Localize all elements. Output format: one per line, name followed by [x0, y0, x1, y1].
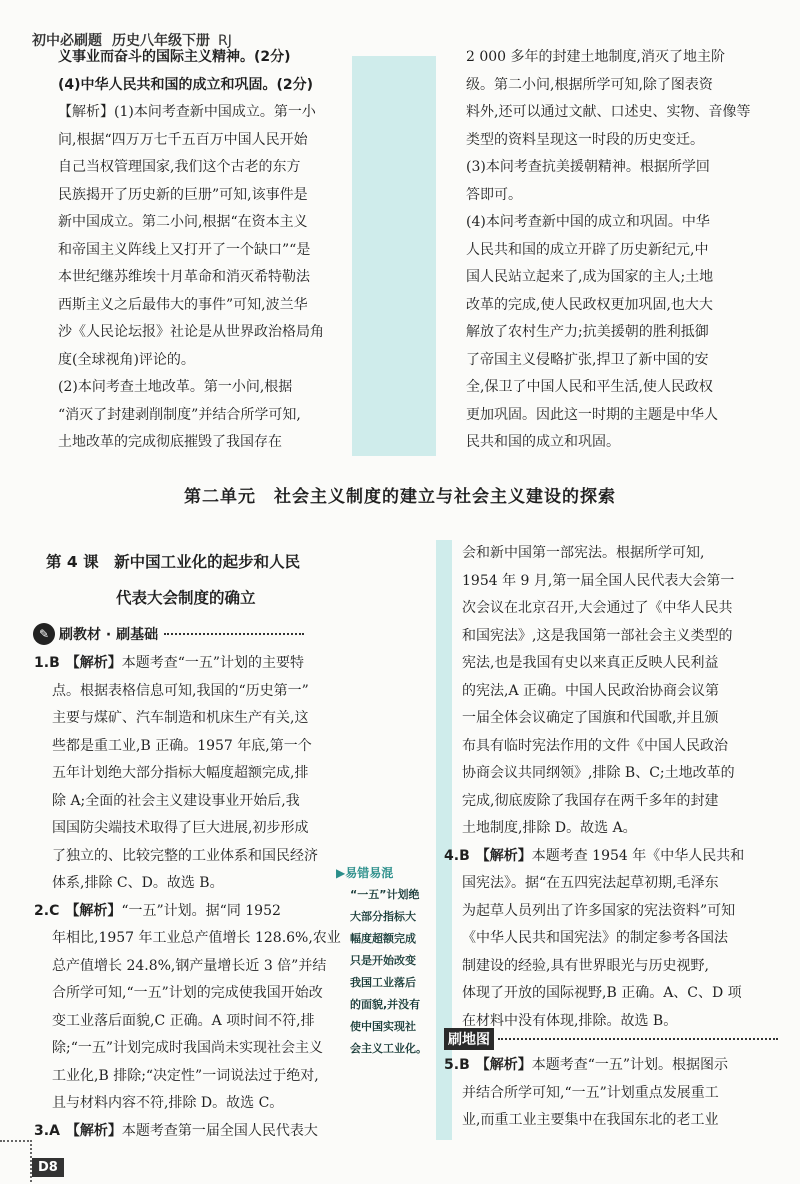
- answer-line: 合所学可知,“一五”计划的完成使我国开始改: [52, 985, 323, 1001]
- text-line: (4)中华人民共和国的成立和巩固。(2分): [58, 76, 314, 93]
- answer-line: 布具有临时宪法作用的文件《中国人民政治: [462, 737, 728, 754]
- pen-icon: ✎: [33, 623, 55, 645]
- answer-line: 的宪法,A 正确。中国人民政治协商会议第: [462, 682, 720, 699]
- dotted-divider: [164, 633, 304, 635]
- text-line: 沙《人民论坛报》社论是从世界政治格局角: [58, 324, 324, 340]
- text-line: 全,保卫了中国人民和平生活,使人民政权: [466, 379, 713, 395]
- text-line: 解放了农村生产力;抗美援朝的胜利抵御: [466, 324, 709, 340]
- answer-line: 为起草人员列出了许多国家的宪法资料”可知: [462, 902, 736, 919]
- lesson-title: [46, 544, 376, 616]
- answer-line: 五年计划绝大部分指标大幅度超额完成,排: [52, 765, 309, 781]
- text-line: 和帝国主义阵线上又打开了一个缺口”“是: [58, 241, 311, 258]
- tip-line: 使中国实现社: [350, 1020, 416, 1033]
- tip-heading-label: 易错易混: [345, 866, 394, 880]
- section-badge-label: 刷教材 · 刷基础: [59, 627, 159, 643]
- map-badge: [444, 1028, 778, 1050]
- question-number: 5.: [444, 1057, 460, 1073]
- tip-line: 我国工业落后: [350, 976, 416, 989]
- answer-line: 且与材料内容不符,排除 D。故选 C。: [52, 1095, 284, 1111]
- analysis-tag: 【解析】: [65, 1122, 122, 1139]
- answer-letter: B: [459, 847, 470, 864]
- answer-line: [34, 650, 352, 678]
- text-line: (3)本问考查抗美援朝精神。根据所学回: [466, 159, 710, 175]
- text-line: 类型的资料呈现这一时段的历史变迁。: [466, 131, 704, 148]
- answer-line: 在材料中没有体现,排除。故选 B。: [462, 1012, 678, 1029]
- tip-line: 会主义工业化。: [350, 1042, 427, 1055]
- analysis-tag: 【解析】: [65, 902, 122, 919]
- answer-line: 一届全体会议确定了国旗和代国歌,并且颁: [462, 710, 719, 726]
- book-name: 历史八年级下册: [112, 33, 210, 49]
- analysis-tag: 【解析】: [475, 1057, 532, 1073]
- answer-line: 体系,排除 C、D。故选 B。: [52, 875, 224, 891]
- answer-line: 《中华人民共和国宪法》的制定参考各国法: [462, 930, 728, 946]
- text-line: 民族揭开了历史新的巨册”可知,该事件是: [58, 186, 308, 203]
- answer-text: 本题考查 1954 年《中华人民共和: [531, 847, 745, 864]
- question-number: 4.: [444, 847, 460, 864]
- tip-line: 幅度超额完成: [350, 932, 416, 945]
- tip-line: 的面貌,并没有: [350, 998, 421, 1011]
- text-line: 问,根据“四万万七千五百万中国人民开始: [58, 131, 308, 148]
- text-line: (4)本问考查新中国的成立和巩固。中华: [466, 214, 710, 230]
- page-number: D8: [32, 1158, 64, 1177]
- text-line: 义事业而奋斗的国际主义精神。(2分): [58, 49, 291, 65]
- answer-line: 体现了开放的国际视野,B 正确。A、C、D 项: [462, 985, 742, 1001]
- question-5: [444, 1052, 774, 1135]
- series-name: 初中必刷题: [32, 33, 102, 49]
- text-line: 答即可。: [466, 186, 522, 203]
- top-left-column: [58, 44, 358, 457]
- answer-line: 变工业落后面貌,C 正确。A 项时间不符,排: [52, 1012, 315, 1029]
- text-line: 2 000 多年的封建土地制度,消灭了地主阶: [466, 49, 725, 65]
- answer-line: 业,而重工业主要集中在我国东北的老工业: [462, 1112, 719, 1128]
- answer-text: “一五”计划。据“同 1952: [121, 902, 281, 919]
- answer-line: 土地制度,排除 D。故选 A。: [462, 820, 637, 836]
- answer-line: 除 A;全面的社会主义建设事业开始后,我: [52, 792, 300, 809]
- answer-line: 年相比,1957 年工业总产值增长 128.6%,农业: [52, 930, 341, 946]
- text-line: 新中国成立。第二小问,根据“在资本主义: [58, 214, 308, 230]
- answer-line: [444, 843, 774, 871]
- answer-line: 除;“一五”计划完成时我国尚未实现社会主义: [52, 1040, 324, 1056]
- answer-line: 些都是重工业,B 正确。1957 年底,第一个: [52, 737, 312, 754]
- text-line: 更加巩固。因此这一时期的主题是中华人: [466, 406, 718, 423]
- dotted-divider: [498, 1038, 778, 1040]
- text-line: “消灭了封建剥削制度”并结合所学可知,: [58, 406, 301, 423]
- answer-line: 完成,彻底废除了我国存在两千多年的封建: [462, 792, 719, 809]
- answer-line: [34, 898, 352, 926]
- answer-line: [34, 1118, 352, 1146]
- answer-text: 本题考查“一五”计划。根据图示: [531, 1057, 729, 1073]
- question-number: 1.: [34, 655, 50, 671]
- edition-label: RJ: [218, 33, 232, 49]
- tip-note: [336, 862, 438, 1060]
- tip-line: “一五”计划绝: [350, 888, 420, 901]
- answer-line: 工业化,B 排除;“决定性”一词说法过于绝对,: [52, 1067, 319, 1084]
- answer-line: 国国防尖端技术取得了巨大进展,初步形成: [52, 820, 309, 836]
- lesson-title-line1: 第 4 课 新中国工业化的起步和人民: [46, 553, 301, 571]
- text-line: 土地改革的完成彻底摧毁了我国存在: [58, 434, 282, 450]
- text-line: 国人民站立起来了,成为国家的主人;土地: [466, 269, 714, 285]
- answer-line: 次会议在北京召开,大会通过了《中华人民共: [462, 600, 733, 616]
- section-badge: [33, 622, 304, 646]
- answer-letter: B: [49, 655, 60, 671]
- text-line: 度(全球视角)评论的。: [58, 351, 195, 368]
- answer-line: 制建设的经验,具有世界眼光与历史视野,: [462, 957, 709, 974]
- answer-letter: C: [49, 902, 60, 919]
- unit-title: 第二单元 社会主义制度的建立与社会主义建设的探索: [184, 487, 616, 507]
- answer-line: 点。根据表格信息可知,我国的“历史第一”: [52, 682, 309, 699]
- analysis-tag: 【解析】: [65, 655, 122, 671]
- text-line: (2)本问考查土地改革。第一小问,根据: [58, 379, 293, 395]
- answer-line: 会和新中国第一部宪法。根据所学可知,: [462, 545, 705, 561]
- top-right-column: [466, 44, 766, 457]
- arrow-icon: ▶: [336, 866, 346, 880]
- text-line: 料外,还可以通过文献、口述史、实物、音像等: [466, 104, 751, 120]
- answer-line: 1954 年 9 月,第一届全国人民代表大会第一: [462, 572, 735, 589]
- map-badge-label: 刷地图: [444, 1028, 494, 1050]
- text-line: 本世纪继苏维埃十月革命和消灭希特勒法: [58, 269, 310, 285]
- corner-decoration: [0, 1140, 32, 1182]
- answer-letter: B: [459, 1057, 470, 1073]
- answer-text: 本题考查“一五”计划的主要特: [121, 655, 305, 671]
- text-line: 【解析】(1)本问考查新中国成立。第一小: [58, 104, 316, 120]
- answer-line: 和国宪法》,这是我国第一部社会主义类型的: [462, 627, 733, 644]
- text-line: 级。第二小问,根据所学可知,除了图表资: [466, 76, 713, 93]
- answer-line: 宪法,也是我国有史以来真正反映人民利益: [462, 655, 719, 671]
- answer-line: 了独立的、比较完整的工业体系和国民经济: [52, 847, 318, 864]
- bottom-right-column: [444, 540, 774, 1035]
- lesson-title-line2: 代表大会制度的确立: [116, 589, 256, 607]
- question-number: 2.: [34, 902, 50, 919]
- bottom-left-column: [34, 650, 352, 1145]
- text-line: 西斯主义之后最伟大的事件”可知,波兰华: [58, 296, 308, 313]
- margin-stripe-top: [352, 56, 436, 456]
- tip-line: 只是开始改变: [350, 954, 416, 967]
- answer-line: [444, 1052, 774, 1080]
- text-line: 改革的完成,使人民政权更加巩固,也大大: [466, 296, 713, 313]
- text-line: 了帝国主义侵略扩张,捍卫了新中国的安: [466, 351, 709, 368]
- tip-line: 大部分指标大: [350, 910, 416, 923]
- question-number: 3.: [34, 1122, 50, 1139]
- answer-line: 协商会议共同纲领》,排除 B、C;土地改革的: [462, 765, 735, 781]
- answer-text: 本题考查第一届全国人民代表大: [121, 1122, 318, 1139]
- tip-heading: [336, 862, 438, 884]
- answer-line: 并结合所学可知,“一五”计划重点发展重工: [462, 1084, 719, 1101]
- text-line: 民共和国的成立和巩固。: [466, 434, 620, 450]
- answer-line: 国宪法》。据“在五四宪法起草初期,毛泽东: [462, 875, 719, 891]
- answer-line: 主要与煤矿、汽车制造和机床生产有关,这: [52, 710, 309, 726]
- answer-line: 总产值增长 24.8%,钢产量增长近 3 倍”并结: [52, 957, 327, 974]
- answer-letter: A: [49, 1122, 60, 1139]
- text-line: 自己当权管理国家,我们这个古老的东方: [58, 159, 301, 175]
- text-line: 人民共和国的成立开辟了历史新纪元,中: [466, 241, 709, 258]
- analysis-tag: 【解析】: [475, 847, 532, 864]
